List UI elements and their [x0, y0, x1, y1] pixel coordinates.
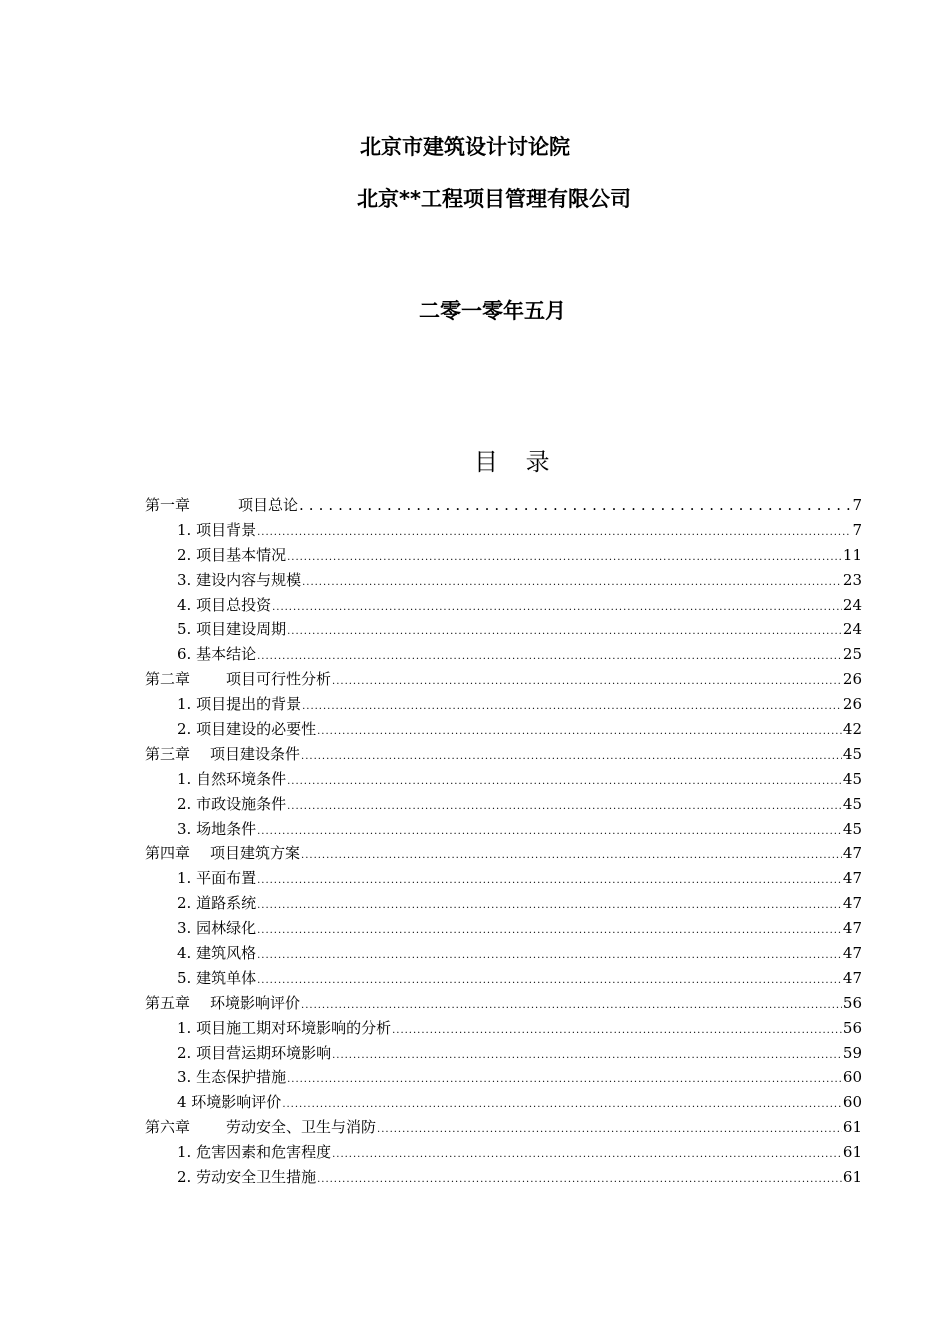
- toc-page-number: 61: [842, 1143, 862, 1162]
- toc-chapter-title: 项目总论: [238, 496, 299, 514]
- toc-page-number: 47: [842, 919, 862, 938]
- toc-section-entry[interactable]: [145, 941, 862, 966]
- toc-leader-dots: [257, 919, 842, 944]
- toc-page-number: 47: [842, 944, 862, 963]
- toc-page-number: 61: [842, 1118, 862, 1137]
- toc-section-entry[interactable]: [145, 1065, 862, 1090]
- toc-page-number: 56: [842, 1018, 862, 1037]
- toc-entry-label: 1. 自然环境条件: [177, 769, 287, 788]
- toc-chapter-title: 项目可行性分析: [226, 670, 332, 689]
- toc-entry-label: 5. 建筑单体: [177, 968, 257, 987]
- toc-chapter-entry[interactable]: [145, 1115, 862, 1140]
- toc-leader-dots: [317, 1168, 842, 1193]
- toc-leader-dots: [287, 620, 842, 645]
- toc-chapter-number: 第一章: [145, 496, 191, 514]
- toc-page-number: 61: [842, 1168, 862, 1187]
- toc-leader-dots: [332, 1044, 842, 1069]
- toc-leader-dots: [257, 969, 842, 994]
- toc-section-entry[interactable]: [145, 593, 862, 618]
- toc-entry-label: [145, 841, 300, 866]
- toc-page-number: 11: [842, 545, 862, 564]
- toc-entry-label: 4. 建筑风格: [177, 944, 257, 963]
- toc-entry-label: [145, 667, 331, 692]
- toc-leader-dots: [257, 894, 842, 919]
- toc-chapter-title: 项目建设条件: [210, 744, 301, 763]
- toc-title: 目 录: [474, 448, 560, 476]
- toc-entry-label: 1. 项目施工期对环境影响的分析: [177, 1018, 392, 1037]
- toc-chapter-number: 第二章: [145, 670, 191, 689]
- toc-entry-label: 1. 危害因素和危害程度: [177, 1143, 332, 1162]
- toc-entry-label: 2. 市政设施条件: [177, 794, 287, 813]
- toc-leader-dots: [257, 944, 842, 969]
- toc-entry-label: [145, 991, 300, 1016]
- organization-name-2: 北京**工程项目管理有限公司: [357, 187, 631, 211]
- toc-section-entry[interactable]: [145, 817, 862, 842]
- toc-page-number: 24: [842, 620, 862, 639]
- toc-entry-label: 4 环境影响评价: [177, 1093, 282, 1112]
- toc-page-number: 45: [842, 819, 862, 838]
- toc-leader-dots: [287, 795, 842, 820]
- toc-entry-label: [145, 1115, 376, 1140]
- toc-page-number: 47: [842, 968, 862, 987]
- toc-page-number: 24: [842, 595, 862, 614]
- toc-entry-label: 2. 项目基本情况: [177, 545, 287, 564]
- toc-page-number: 59: [842, 1043, 862, 1062]
- toc-leader-dots: [257, 820, 842, 845]
- toc-leader-dots: [299, 493, 851, 518]
- toc-leader-dots: [317, 720, 842, 745]
- toc-leader-dots: [287, 1068, 842, 1093]
- toc-leader-dots: [301, 844, 842, 869]
- toc-chapter-entry[interactable]: [145, 493, 862, 518]
- toc-section-entry[interactable]: [145, 568, 862, 593]
- toc-chapter-title: 劳动安全、卫生与消防: [226, 1118, 377, 1137]
- toc-page-number: 47: [842, 894, 862, 913]
- toc-section-entry[interactable]: [145, 891, 862, 916]
- toc-page-number: 23: [842, 570, 862, 589]
- toc-leader-dots: [287, 546, 842, 571]
- toc-entry-label: 3. 场地条件: [177, 819, 257, 838]
- toc-chapter-number: 第六章: [145, 1118, 191, 1137]
- toc-section-entry[interactable]: [145, 966, 862, 991]
- toc-leader-dots: [332, 1143, 842, 1168]
- toc-page-number: 7: [852, 496, 862, 514]
- toc-section-entry[interactable]: [145, 1016, 862, 1041]
- toc-entry-label: 1. 项目背景: [177, 520, 257, 539]
- toc-chapter-number: 第三章: [145, 744, 191, 763]
- toc-leader-dots: [302, 695, 842, 720]
- toc-entry-label: 1. 平面布置: [177, 869, 257, 888]
- toc-chapter-title: 项目建筑方案: [210, 844, 301, 863]
- toc-leader-dots: [257, 521, 851, 546]
- toc-page-number: 7: [852, 520, 862, 539]
- publication-date: 二零一零年五月: [419, 299, 566, 323]
- toc-section-entry[interactable]: [145, 617, 862, 642]
- toc-entry-label: [145, 493, 298, 518]
- toc-page-number: 25: [842, 645, 862, 664]
- toc-entry-label: 4. 项目总投资: [177, 595, 272, 614]
- toc-chapter-entry[interactable]: [145, 991, 862, 1016]
- toc-entry-label: 6. 基本结论: [177, 645, 257, 664]
- toc-section-entry[interactable]: [145, 916, 862, 941]
- toc-leader-dots: [272, 596, 842, 621]
- toc-page-number: 45: [842, 769, 862, 788]
- toc-leader-dots: [257, 645, 842, 670]
- toc-page-number: 56: [842, 993, 862, 1012]
- toc-chapter-entry[interactable]: [145, 742, 862, 767]
- toc-section-entry[interactable]: [145, 642, 862, 667]
- toc-leader-dots: [257, 869, 842, 894]
- toc-section-entry[interactable]: [145, 1140, 862, 1165]
- toc-chapter-number: 第四章: [145, 844, 191, 863]
- toc-section-entry[interactable]: [145, 866, 862, 891]
- toc-leader-dots: [332, 670, 842, 695]
- toc-section-entry[interactable]: [145, 692, 862, 717]
- toc-section-entry[interactable]: [145, 518, 862, 543]
- toc-entry-label: 2. 项目建设的必要性: [177, 720, 317, 739]
- toc-entry-label: 3. 建设内容与规模: [177, 570, 302, 589]
- toc-leader-dots: [302, 571, 842, 596]
- toc-section-entry[interactable]: [145, 1041, 862, 1066]
- toc-leader-dots: [377, 1118, 842, 1143]
- toc-chapter-title: 环境影响评价: [210, 993, 301, 1012]
- toc-page-number: 47: [842, 869, 862, 888]
- toc-chapter-number: 第五章: [145, 993, 191, 1012]
- toc-page-number: 42: [842, 720, 862, 739]
- toc-section-entry[interactable]: [145, 717, 862, 742]
- toc-section-entry[interactable]: [145, 1090, 862, 1115]
- toc-entry-label: 2. 劳动安全卫生措施: [177, 1168, 317, 1187]
- toc-chapter-entry[interactable]: [145, 667, 862, 692]
- toc-chapter-entry[interactable]: [145, 841, 862, 866]
- toc-entry-label: 2. 项目营运期环境影响: [177, 1043, 332, 1062]
- toc-entry-label: 2. 道路系统: [177, 894, 257, 913]
- toc-entry-label: 3. 生态保护措施: [177, 1068, 287, 1087]
- toc-section-entry[interactable]: [145, 767, 862, 792]
- toc-entry-label: 3. 园林绿化: [177, 919, 257, 938]
- toc-entry-label: 1. 项目提出的背景: [177, 695, 302, 714]
- toc-leader-dots: [392, 1019, 842, 1044]
- toc-page-number: 26: [842, 695, 862, 714]
- toc-page-number: 26: [842, 670, 862, 689]
- toc-page-number: 45: [842, 744, 862, 763]
- organization-name-1: 北京市建筑设计讨论院: [360, 135, 570, 159]
- table-of-contents: [145, 493, 862, 1190]
- toc-leader-dots: [301, 745, 842, 770]
- toc-entry-label: [145, 742, 300, 767]
- toc-page-number: 60: [842, 1093, 862, 1112]
- toc-leader-dots: [287, 770, 842, 795]
- toc-section-entry[interactable]: [145, 792, 862, 817]
- toc-page-number: 45: [842, 794, 862, 813]
- toc-page-number: 60: [842, 1068, 862, 1087]
- toc-entry-label: 5. 项目建设周期: [177, 620, 287, 639]
- toc-section-entry[interactable]: [145, 1165, 862, 1190]
- toc-page-number: 47: [842, 844, 862, 863]
- toc-section-entry[interactable]: [145, 543, 862, 568]
